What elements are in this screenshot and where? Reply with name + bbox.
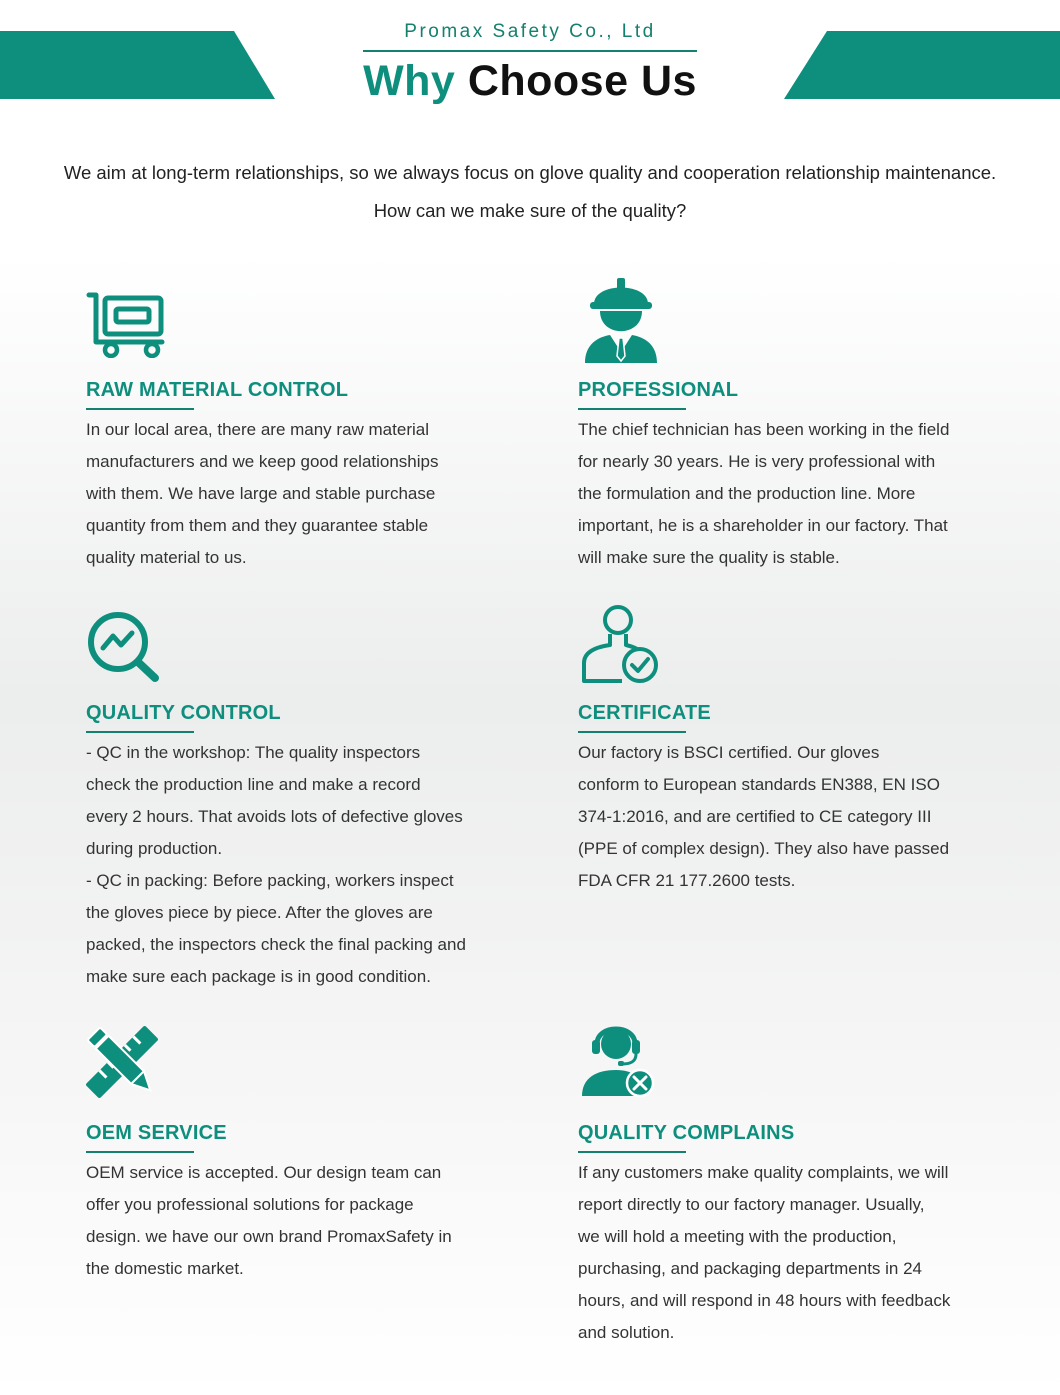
section-body-certificate — [578, 737, 988, 897]
body-line: quantity from them and they guarantee stable — [86, 516, 429, 535]
support-agent-icon — [580, 1020, 656, 1098]
body-line: purchasing, and packaging departments in 24 — [578, 1259, 923, 1278]
body-line: 374-1:2016, and are certified to CE category III — [578, 807, 932, 826]
title-rest: Choose Us — [467, 57, 697, 105]
body-line: report directly to our factory manager. Usually, — [578, 1195, 925, 1214]
section-heading-oem-service: OEM SERVICE — [86, 1122, 227, 1144]
section-body-professional — [578, 414, 988, 574]
section-heading-quality-complains: QUALITY COMPLAINS — [578, 1122, 795, 1144]
title-rule — [363, 50, 697, 52]
title-accent: Why — [363, 57, 456, 105]
section-heading-certificate: CERTIFICATE — [578, 702, 711, 724]
body-line: will make sure the quality is stable. — [578, 548, 840, 567]
magnifier-chart-icon — [86, 611, 162, 683]
section-body-raw-material — [86, 414, 496, 574]
intro-line-2: How can we make sure of the quality? — [373, 200, 687, 221]
pencil-ruler-icon — [82, 1022, 162, 1102]
body-line: during production. — [86, 839, 223, 858]
body-line: manufacturers and we keep good relationships — [86, 452, 439, 471]
body-line: FDA CFR 21 177.2600 tests. — [578, 871, 796, 890]
body-line: we will hold a meeting with the production, — [578, 1227, 897, 1246]
section-heading-professional: PROFESSIONAL — [578, 379, 739, 401]
body-line: If any customers make quality complaints, we will — [578, 1163, 949, 1182]
cart-icon — [86, 292, 166, 358]
body-line: offer you professional solutions for package — [86, 1195, 414, 1214]
body-line: the formulation and the production line. More — [578, 484, 916, 503]
body-line: important, he is a shareholder in our factory. That — [578, 516, 948, 535]
section-heading-quality-control: QUALITY CONTROL — [86, 702, 281, 724]
body-line: design. we have our own brand PromaxSafety in — [86, 1227, 452, 1246]
section-heading-raw-material: RAW MATERIAL CONTROL — [86, 379, 349, 401]
body-line: for nearly 30 years. He is very professional with — [578, 452, 936, 471]
body-line: Our factory is BSCI certified. Our gloves — [578, 743, 880, 762]
body-line: make sure each package is in good condition. — [86, 967, 431, 986]
body-line: - QC in the workshop: The quality inspectors — [86, 743, 421, 762]
body-line: The chief technician has been working in the field — [578, 420, 950, 439]
body-line: every 2 hours. That avoids lots of defective gloves — [86, 807, 463, 826]
worker-icon — [584, 276, 658, 364]
body-line: OEM service is accepted. Our design team can — [86, 1163, 442, 1182]
intro-line-1: We aim at long-term relationships, so we always focus on glove quality and cooperation relationship maintenance. — [63, 162, 997, 183]
body-line: conform to European standards EN388, EN ISO — [578, 775, 940, 794]
body-line: with them. We have large and stable purchase — [86, 484, 436, 503]
certified-user-icon — [580, 603, 660, 685]
heading-underline — [86, 731, 194, 733]
heading-underline — [86, 408, 194, 410]
body-line: and solution. — [578, 1323, 675, 1342]
heading-underline — [578, 408, 686, 410]
heading-underline — [86, 1151, 194, 1153]
body-line: - QC in packing: Before packing, workers inspect — [86, 871, 454, 890]
body-line: (PPE of complex design). They also have passed — [578, 839, 950, 858]
section-body-quality-control — [86, 737, 496, 993]
body-line: the gloves piece by piece. After the gloves are — [86, 903, 433, 922]
page-title — [0, 57, 1060, 106]
body-line: packed, the inspectors check the final packing and — [86, 935, 466, 954]
heading-underline — [578, 731, 686, 733]
company-name: Promax Safety Co., Ltd — [404, 21, 656, 42]
heading-underline — [578, 1151, 686, 1153]
body-line: quality material to us. — [86, 548, 247, 567]
body-line: hours, and will respond in 48 hours with feedback — [578, 1291, 951, 1310]
section-body-quality-complains — [578, 1157, 988, 1349]
body-line: the domestic market. — [86, 1259, 244, 1278]
body-line: check the production line and make a record — [86, 775, 421, 794]
section-body-oem-service — [86, 1157, 496, 1285]
body-line: In our local area, there are many raw material — [86, 420, 429, 439]
